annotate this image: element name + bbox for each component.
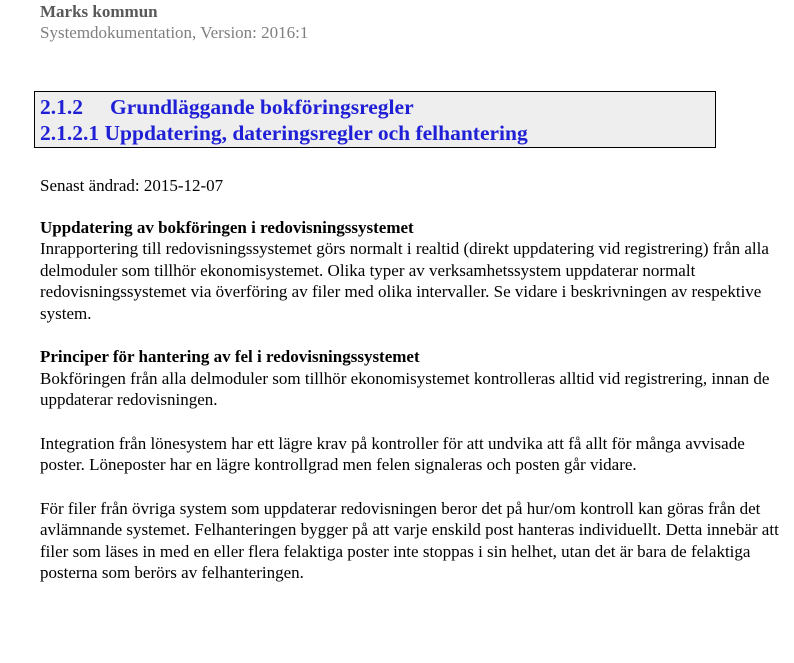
- last-changed-date: Senast ändrad: 2015-12-07: [40, 176, 224, 195]
- subheading-number: 2.1.2.1: [40, 121, 100, 145]
- heading-level-4: [40, 120, 715, 146]
- section-body-error-handling: Bokföringen från alla delmoduler som tillhör ekonomisystemet kontrolleras alltid vid registrering, innan de uppdaterar redovisningen.: [40, 368, 770, 409]
- heading-text: Grundläggande bokföringsregler: [110, 95, 414, 119]
- heading-level-3: [40, 94, 715, 120]
- heading-box: [34, 91, 716, 148]
- paragraph-salary-integration: Integration från lönesystem har ett lägre krav på kontroller för att undvika att få allt för många avvisade poster. Löneposter har en lägre kontrollgrad men felen signaleras och posten går vidare.: [40, 433, 745, 474]
- heading-number: 2.1.2: [40, 95, 83, 119]
- section-title-error-handling: Principer för hantering av fel i redovisningssystemet: [40, 347, 420, 366]
- document-header: [40, 2, 308, 44]
- paragraph-other-systems: För filer från övriga system som uppdaterar redovisningen beror det på hur/om kontroll kan göras från det avlämnande systemet. Felhanteringen bygger på att varje enskild post hanteras individuellt. Detta innebär att filer som läses in med en eller flera felaktiga poster inte stoppas i sin helhet, utan det är bara de felaktiga posterna som berörs av felhanteringen.: [40, 498, 779, 582]
- section-title-update: Uppdatering av bokföringen i redovisningssystemet: [40, 217, 414, 237]
- section-body-update: Inrapportering till redovisningssystemet görs normalt i realtid (direkt uppdatering vid registrering) från alla delmoduler som tillhör ekonomisystemet. Olika typer av verksamhetssystem uppdaterar normalt redovisningssystemet via överföring av filer med olika intervaller. Se vidare i beskrivningen av respektive system.: [40, 239, 769, 323]
- document-body: [40, 175, 785, 584]
- document-title: Systemdokumentation, Version: 2016:1: [40, 23, 309, 42]
- subheading-text: Uppdatering, dateringsregler och felhantering: [104, 121, 528, 145]
- organization-name: Marks kommun: [40, 2, 158, 21]
